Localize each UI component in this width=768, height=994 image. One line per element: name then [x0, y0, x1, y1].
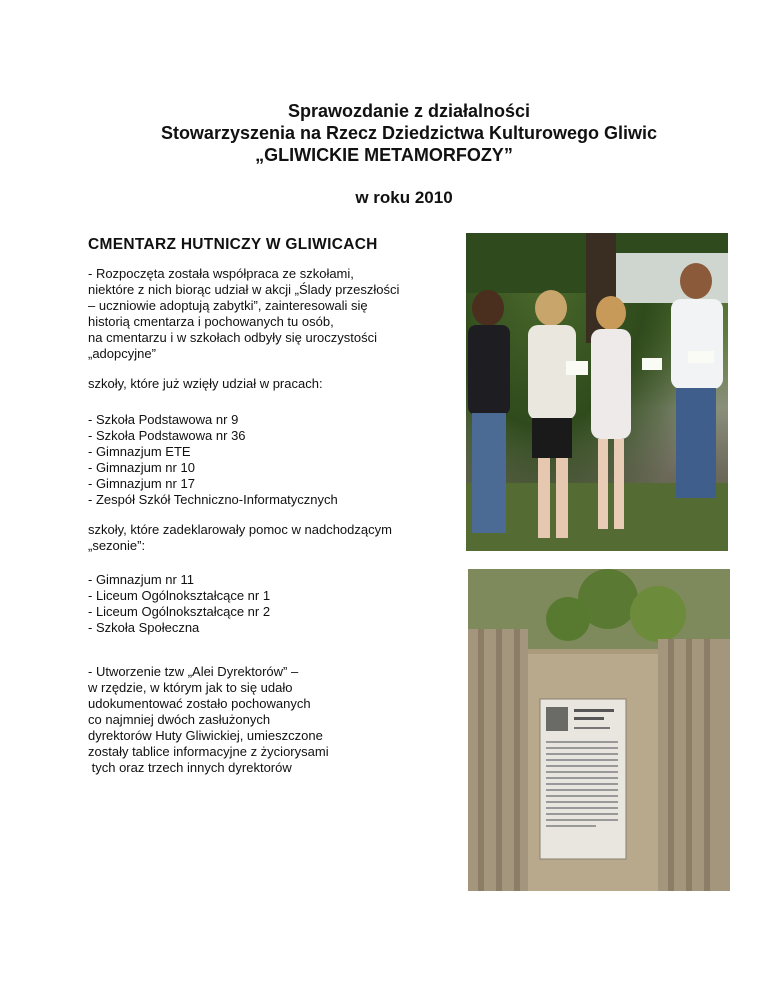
- intro-line: - Rozpoczęta została współpraca ze szkołami,: [88, 266, 354, 281]
- directors-line: udokumentować zostało pochowanych: [88, 696, 311, 711]
- directors-line: co najmniej dwóch zasłużonych: [88, 712, 271, 727]
- schools-joined-label: szkoły, które już wzięły udział w pracach:: [88, 376, 323, 391]
- list-item: - Szkoła Podstawowa nr 36: [88, 428, 246, 443]
- schools-declared-label: [88, 522, 458, 554]
- directors-line: zostały tablice informacyjne z życiorysami: [88, 744, 329, 759]
- schools-declared-list: [88, 572, 458, 636]
- directors-line: w rzędzie, w którym jak to się udało: [88, 680, 293, 695]
- title-line-2: Stowarzyszenia na Rzecz Dziedzictwa Kulturowego Gliwic: [160, 123, 658, 143]
- section-heading: CMENTARZ HUTNICZY W GLIWICACH: [88, 236, 378, 253]
- list-item: - Liceum Ogólnokształcące nr 1: [88, 588, 271, 603]
- report-title: [0, 100, 768, 166]
- list-item: - Zespół Szkół Techniczno-Informatycznych: [88, 492, 338, 507]
- label-line: „sezonie”:: [88, 538, 146, 553]
- label-line: szkoły, które zadeklarowały pomoc w nadchodzącym: [88, 522, 392, 537]
- intro-line: historią cmentarza i pochowanych tu osób,: [88, 314, 334, 329]
- list-item: - Gimnazjum nr 17: [88, 476, 195, 491]
- directors-line: - Utworzenie tzw „Alei Dyrektorów” –: [88, 664, 299, 679]
- photo-memorial-plaque: [468, 569, 730, 891]
- list-item: - Szkoła Społeczna: [88, 620, 200, 635]
- intro-paragraph: [88, 266, 458, 362]
- intro-line: na cmentarzu i w szkołach odbyły się uroczystości: [88, 330, 378, 345]
- schools-joined-list: [88, 412, 458, 508]
- list-item: - Gimnazjum nr 11: [88, 572, 194, 587]
- plaque-photo-illustration: [468, 569, 730, 891]
- students-photo-illustration: [466, 233, 728, 551]
- list-item: - Gimnazjum nr 10: [88, 460, 195, 475]
- intro-line: „adopcyjne”: [88, 346, 156, 361]
- intro-line: – uczniowie adoptują zabytki”, zainteresowali się: [88, 298, 368, 313]
- list-item: - Gimnazjum ETE: [88, 444, 191, 459]
- intro-line: niektóre z nich biorąc udział w akcji „Ślady przeszłości: [88, 282, 400, 297]
- directors-line: tych oraz trzech innych dyrektorów: [88, 760, 292, 775]
- directors-line: dyrektorów Huty Gliwickiej, umieszczone: [88, 728, 323, 743]
- photo-students-reading: [466, 233, 728, 551]
- title-line-3: „GLIWICKIE METAMORFOZY”: [255, 145, 513, 165]
- list-item: - Szkoła Podstawowa nr 9: [88, 412, 239, 427]
- list-item: - Liceum Ogólnokształcące nr 2: [88, 604, 271, 619]
- title-line-1: Sprawozdanie z działalności: [287, 101, 531, 121]
- directors-paragraph: [88, 664, 458, 776]
- report-year: w roku 2010: [355, 188, 453, 207]
